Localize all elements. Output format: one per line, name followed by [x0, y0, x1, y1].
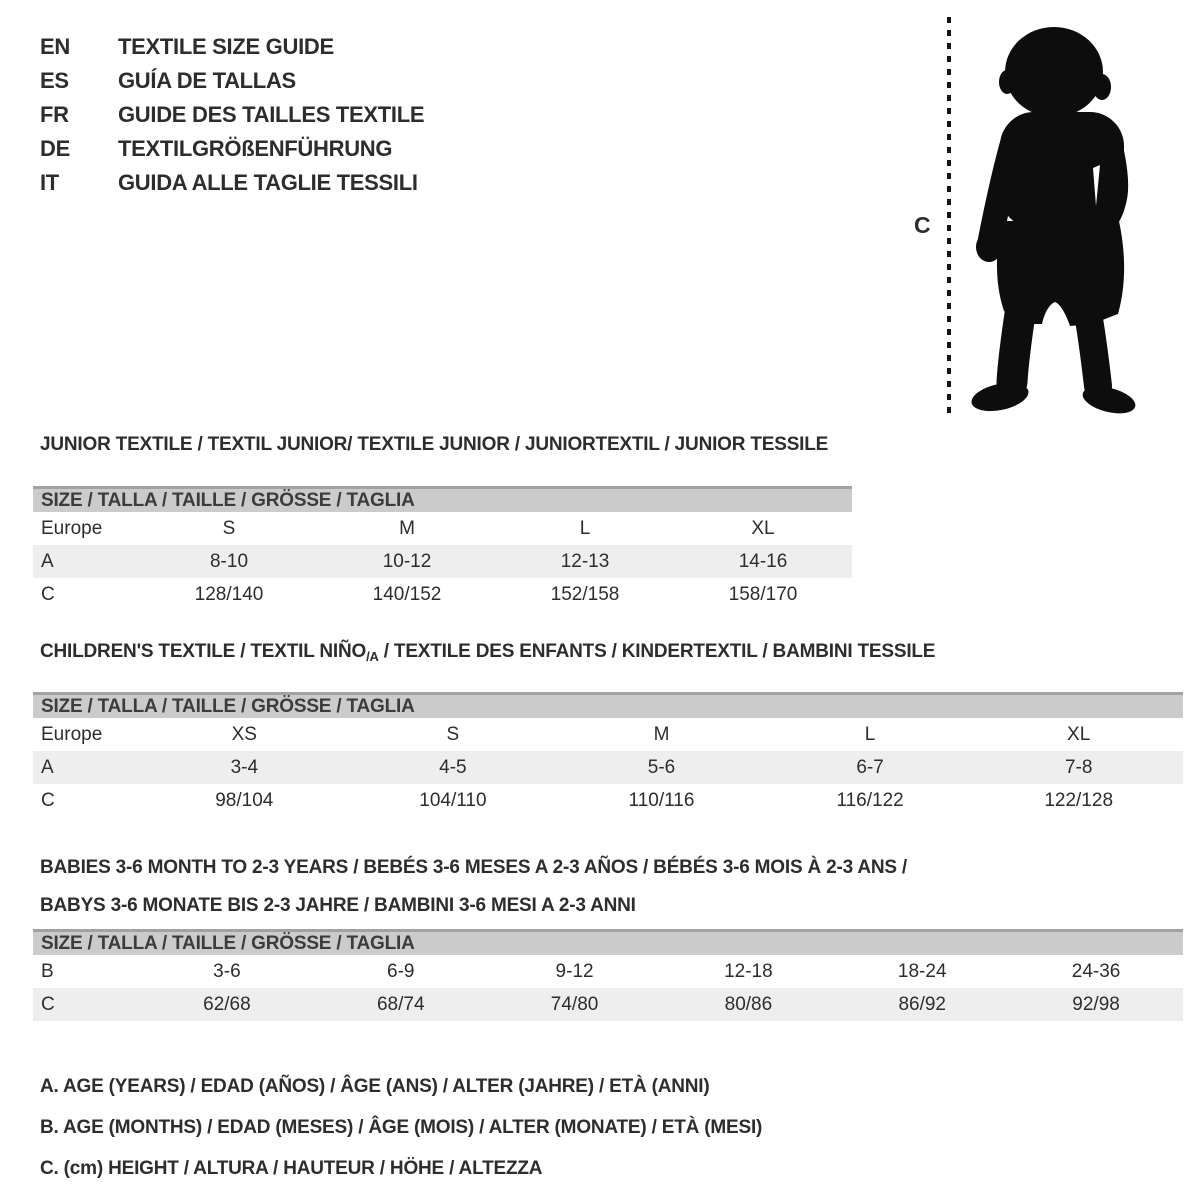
- language-row-fr: [40, 98, 424, 132]
- row-label: C: [41, 789, 55, 811]
- table-cell: 140/152: [372, 583, 442, 605]
- table-cell: 68/74: [376, 993, 425, 1015]
- legend-line-a: A. AGE (YEARS) / EDAD (AÑOS) / ÂGE (ANS) / ALTER (JAHRE) / ETÀ (ANNI): [40, 1076, 710, 1097]
- language-label: TEXTILGRÖßENFÜHRUNG: [118, 136, 393, 161]
- table-cell: 8-10: [209, 550, 249, 572]
- heading-text: / TEXTILE DES ENFANTS / KINDERTEXTIL / BAMBINI TESSILE: [378, 641, 936, 662]
- children-section-heading: [40, 641, 935, 668]
- language-label: TEXTILE SIZE GUIDE: [118, 34, 334, 59]
- language-row-de: [40, 132, 424, 166]
- table-row: [33, 784, 1183, 817]
- table-cell: 12-18: [724, 960, 773, 982]
- row-label: C: [41, 583, 55, 605]
- table-cell: 92/98: [1072, 993, 1120, 1015]
- column-header-row: [33, 718, 1183, 751]
- table-row: [33, 545, 852, 578]
- language-label: GUÍA DE TALLAS: [118, 68, 296, 93]
- height-measure-line: [947, 17, 951, 415]
- language-code: IT: [40, 170, 59, 195]
- table-cell: 9-12: [555, 960, 594, 982]
- table-cell: 98/104: [215, 789, 274, 811]
- size-column-header: S: [222, 517, 236, 539]
- table-cell: 110/116: [628, 789, 695, 811]
- table-cell: 74/80: [550, 993, 599, 1015]
- size-column-header: XL: [1067, 723, 1091, 745]
- heading-subscript: /A: [366, 649, 379, 664]
- height-measure-label: C: [914, 212, 931, 238]
- table-cell: 12-13: [560, 550, 610, 572]
- junior-size-table: [33, 486, 852, 611]
- babies-size-table: [33, 929, 1183, 1021]
- row-label: B: [41, 960, 54, 982]
- table-cell: 4-5: [439, 756, 467, 778]
- table-cell: 152/158: [550, 583, 620, 605]
- row-label: A: [41, 756, 54, 778]
- table-row: [33, 578, 852, 611]
- language-code: DE: [40, 136, 70, 161]
- junior-section-heading: JUNIOR TEXTILE / TEXTIL JUNIOR/ TEXTILE JUNIOR / JUNIORTEXTIL / JUNIOR TESSILE: [40, 434, 829, 455]
- table-cell: 80/86: [724, 993, 773, 1015]
- language-row-en: [40, 30, 424, 64]
- table-cell: 62/68: [203, 993, 251, 1015]
- toddler-silhouette-icon: [962, 16, 1140, 420]
- language-code: ES: [40, 68, 69, 93]
- region-label: Europe: [41, 723, 103, 745]
- language-code: EN: [40, 34, 70, 59]
- row-label: A: [41, 550, 54, 572]
- size-bar: SIZE / TALLA / TAILLE / GRÖSSE / TAGLIA: [33, 929, 1183, 955]
- table-cell: 6-7: [856, 756, 884, 778]
- table-cell: 122/128: [1044, 789, 1114, 811]
- region-label: Europe: [41, 517, 103, 539]
- table-cell: 3-4: [230, 756, 259, 778]
- table-cell: 7-8: [1064, 756, 1093, 778]
- table-cell: 6-9: [387, 960, 415, 982]
- size-column-header: L: [579, 517, 591, 539]
- table-cell: 14-16: [738, 550, 788, 572]
- table-cell: 86/92: [898, 993, 946, 1015]
- heading-line: BABIES 3-6 MONTH TO 2-3 YEARS / BEBÉS 3-6 MESES A 2-3 AÑOS / BÉBÉS 3-6 MOIS À 2-3 ANS /: [40, 857, 908, 878]
- table-cell: 158/170: [728, 583, 798, 605]
- babies-section-heading: [40, 849, 907, 925]
- table-cell: 104/110: [419, 789, 487, 811]
- size-column-header: M: [653, 723, 670, 745]
- table-cell: 128/140: [194, 583, 264, 605]
- language-list: [40, 30, 424, 200]
- size-column-header: L: [864, 723, 876, 745]
- language-row-es: [40, 64, 424, 98]
- legend-line-b: B. AGE (MONTHS) / EDAD (MESES) / ÂGE (MOIS) / ALTER (MONATE) / ETÀ (MESI): [40, 1117, 763, 1138]
- row-label: C: [41, 993, 55, 1015]
- language-label: GUIDA ALLE TAGLIE TESSILI: [118, 170, 418, 195]
- table-cell: 10-12: [382, 550, 432, 572]
- table-row: [33, 988, 1183, 1021]
- size-column-header: M: [399, 517, 415, 539]
- column-header-row: [33, 512, 852, 545]
- legend: [40, 1066, 762, 1189]
- table-cell: 5-6: [647, 756, 676, 778]
- language-label: GUIDE DES TAILLES TEXTILE: [118, 102, 425, 127]
- size-column-header: XS: [231, 723, 257, 745]
- table-cell: 116/122: [836, 789, 904, 811]
- legend-line-c: C. (cm) HEIGHT / ALTURA / HAUTEUR / HÖHE / ALTEZZA: [40, 1158, 543, 1179]
- size-bar: SIZE / TALLA / TAILLE / GRÖSSE / TAGLIA: [33, 692, 1183, 718]
- size-column-header: XL: [751, 517, 775, 539]
- table-cell: 3-6: [213, 960, 241, 982]
- language-row-it: [40, 166, 424, 200]
- children-size-table: [33, 692, 1183, 817]
- table-cell: 24-36: [1071, 960, 1121, 982]
- table-row: [33, 955, 1183, 988]
- table-cell: 18-24: [897, 960, 947, 982]
- size-column-header: S: [446, 723, 460, 745]
- heading-line: BABYS 3-6 MONATE BIS 2-3 JAHRE / BAMBINI 3-6 MESI A 2-3 ANNI: [40, 895, 636, 916]
- language-code: FR: [40, 102, 69, 127]
- heading-text: CHILDREN'S TEXTILE / TEXTIL NIÑO: [40, 641, 367, 662]
- size-bar: SIZE / TALLA / TAILLE / GRÖSSE / TAGLIA: [33, 486, 852, 512]
- table-row: [33, 751, 1183, 784]
